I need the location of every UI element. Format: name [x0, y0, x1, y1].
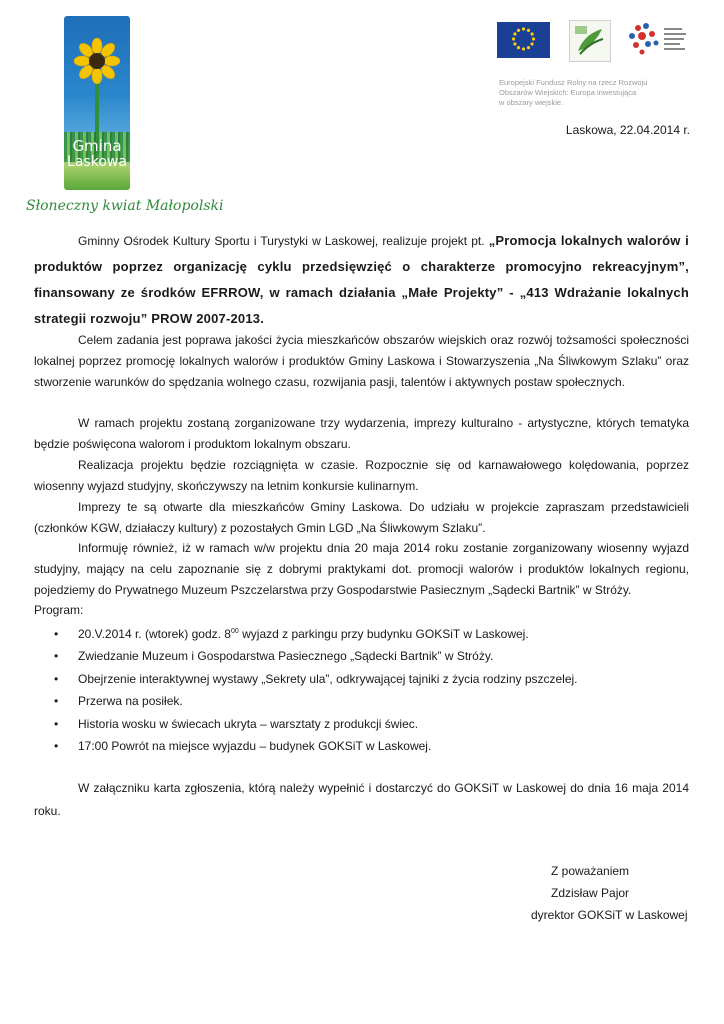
list-item: [52, 645, 692, 667]
eu-caption-line: Obszarów Wiejskich: Europa inwestująca: [499, 88, 637, 97]
signature-title: dyrektor GOKSiT w Laskowej: [531, 908, 688, 922]
paragraph-text: Realizacja projektu będzie rozciągnięta w czasie. Rozpocznie się od karnawałowego kolędowania, poprzez wiosenny wyjazd studyjny, skończywszy na letnim konkursie kulinarnym.: [34, 458, 689, 493]
body-paragraph: [34, 455, 689, 497]
eu-caption-line: w obszary wiejskie.: [499, 98, 564, 107]
signature-name: Zdzisław Pajor: [551, 886, 630, 900]
bullet: •: [54, 738, 59, 753]
bullet: •: [54, 649, 59, 664]
item-text: Obejrzenie interaktywnej wystawy „Sekrety ula”, odkrywającej tajniki z życia rodziny pszczelej.: [78, 671, 578, 686]
body-paragraph: [34, 330, 689, 393]
list-item: [52, 623, 692, 645]
body-paragraph: [34, 538, 689, 601]
item-superscript: 00: [230, 628, 239, 635]
body-paragraph: [34, 497, 689, 539]
closing-text: W załączniku karta zgłoszenia, którą należy wypełnić i dostarczyć do GOKSiT w Laskowej do dnia 16 maja 2014 roku.: [34, 781, 689, 818]
leader-logo-icon: [569, 20, 611, 62]
item-text-after: wyjazd z parkingu przy budynku GOKSiT w Laskowej.: [238, 627, 529, 641]
eu-caption: [499, 78, 689, 108]
signature-greeting: Z poważaniem: [551, 864, 630, 878]
list-item: [52, 713, 692, 735]
bullet: •: [54, 671, 59, 686]
logo-tagline: Słoneczny kwiat Małopolski: [26, 198, 224, 214]
malopolska-region-logo-icon: [624, 18, 690, 62]
program-list: [52, 623, 692, 757]
list-item: [52, 690, 692, 712]
paragraph-text: Imprezy te są otwarte dla mieszkańców Gminy Laskowa. Do udziału w projekcie zapraszam przedstawicieli (członków KGW, działaczy kultury) z pozostałych Gmin LGD „Na Śliwkowym Szlaku”.: [34, 500, 689, 535]
body-paragraph: [34, 413, 689, 455]
gmina-laskowa-logo: [26, 14, 224, 224]
item-text: Przerwa na posiłek.: [78, 694, 183, 709]
paragraph-text: W ramach projektu zostaną zorganizowane trzy wydarzenia, imprezy kulturalno - artystyczne, których tematyka będzie poświęcona walorom i produktom lokalnym obszaru.: [34, 416, 689, 451]
program-label: Program:: [34, 603, 84, 617]
paragraph-text: Informuję również, iż w ramach w/w projektu dnia 20 maja 2014 roku zostanie zorganizowany wiosenny wyjazd studyjny, mający na celu zapoznanie się z dobrymi praktykami dot. promocji walorów i produktów lokalnych regionu, pojedziemy do Prywatnego Muzeum Pszczelarstwa przy Gospodarstwie Pasiecznym „Sądecki Bartnik” w Stróży.: [34, 541, 689, 597]
project-title: „Promocja lokalnych walorów i produktów poprzez organizację cyklu przedsięwzięć o charakterze promocyjno rekreacyjnym”, finansowany ze środków EFRROW, w ramach działania „Małe Projekty” - „413 Wdrażanie lokalnych strategii rozwoju” PROW 2007-2013.: [34, 233, 689, 326]
bullet: •: [54, 716, 59, 731]
eu-caption-line: Europejski Fundusz Rolny na rzecz Rozwoju: [499, 78, 648, 87]
item-text: Historia wosku w świecach ukryta – warsztaty z produkcji świec.: [78, 716, 419, 731]
closing-paragraph: [34, 777, 689, 823]
logo-text-gmina: Gmina: [72, 137, 122, 155]
list-item: [52, 668, 692, 690]
list-item: [52, 735, 692, 757]
intro-text: Gminny Ośrodek Kultury Sportu i Turystyki w Laskowej, realizuje projekt pt.: [78, 234, 489, 248]
logo-text-laskowa: Laskowa: [67, 154, 127, 170]
item-text: 17:00 Powrót na miejsce wyjazdu – budynek GOKSiT w Laskowej.: [78, 738, 432, 753]
intro-paragraph: [34, 228, 689, 332]
bullet: •: [54, 694, 59, 709]
item-text: 20.V.2014 r. (wtorek) godz. 8: [78, 627, 231, 641]
date-line: Laskowa, 22.04.2014 r.: [565, 123, 690, 137]
bullet: •: [54, 627, 59, 641]
paragraph-text: Celem zadania jest poprawa jakości życia mieszkańców obszarów wiejskich oraz rozwój tożsamości społeczności lokalnej poprzez promocję lokalnych walorów i produktów Gminy Laskowa i Stowarzyszenia „Na Śliwkowym Szlaku” oraz stworzenie warunków do spędzania wolnego czasu, rozwijania pasji, talentów i aktywnych postaw społecznych.: [34, 333, 689, 389]
sunflower-icon: [74, 38, 120, 84]
item-text: Zwiedzanie Muzeum i Gospodarstwa Pasiecznego „Sądecki Bartnik” w Stróży.: [78, 649, 494, 664]
eu-flag-icon: [497, 22, 550, 58]
